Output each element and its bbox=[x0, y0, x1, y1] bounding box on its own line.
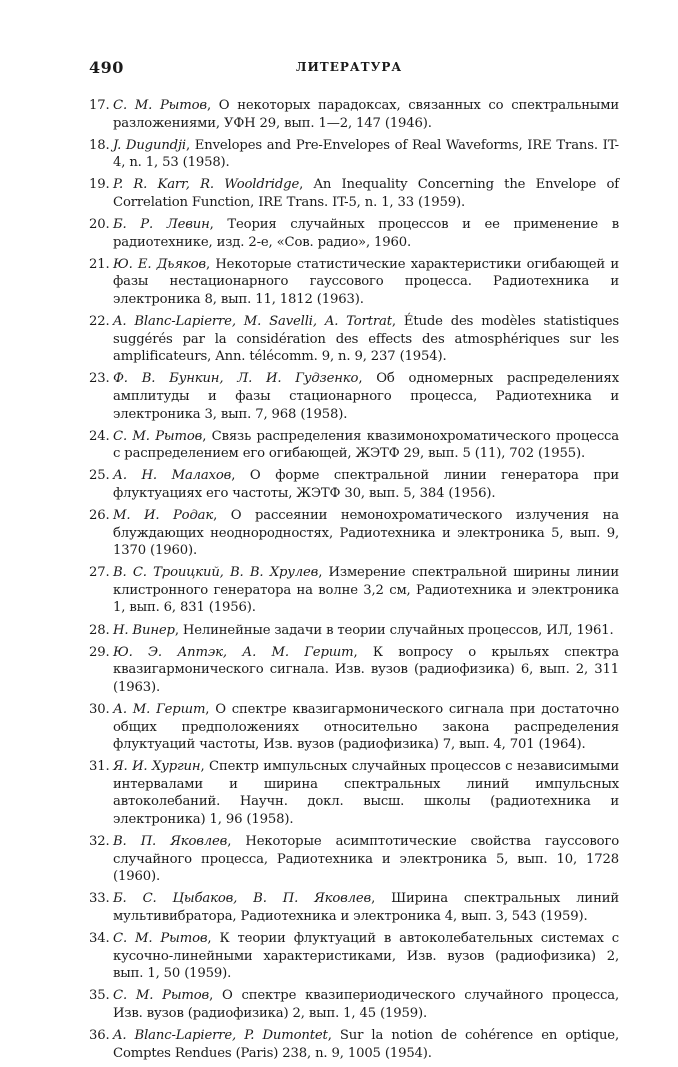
reference-number: 34. bbox=[89, 931, 110, 947]
reference-authors: В. С. Троицкий, В. В. Хрулев bbox=[113, 565, 319, 581]
reference-item: 19. P. R. Karr, R. Wooldridge, An Inequality Concerning the Envelope of Correlation Function, IRE Trans. IT-5, n. 1, 33 (1959). bbox=[89, 177, 620, 210]
reference-text: Измерение спектральной ширины линии клистронного генератора на волне 3,2 см, Радиотехника и электроника 1, вып. 6, 831 (1956). bbox=[113, 565, 619, 616]
reference-text: К теории флуктуаций в автоколебательных системах с кусочно-линейными характеристиками, Изв. вузов (радиофизика) 2, вып. 1, 50 (1959). bbox=[113, 931, 619, 982]
reference-number: 18. bbox=[89, 137, 110, 153]
reference-authors: С. М. Рытов bbox=[113, 98, 207, 113]
reference-authors: A. Blanc-Lapierre, P. Dumontet bbox=[113, 1028, 328, 1043]
reference-number: 36. bbox=[89, 1028, 110, 1043]
reference-authors: Б. С. Цыбаков, В. П. Яковлев bbox=[113, 891, 372, 907]
reference-number: 35. bbox=[89, 988, 110, 1004]
reference-authors: A. Blanc-Lapierre, M. Savelli, A. Tortrat bbox=[113, 314, 392, 330]
reference-item: 26. М. И. Родак, О рассеянии немонохроматического излучения на блуждающих неоднородностях, Радиотехника и электроника 5, вып. 9, 1370 (1960). bbox=[89, 507, 620, 559]
reference-text: Étude des modèles statistiques suggérés par la considération des effects des atmosphériques sur les amplificateurs, Ann. télécomm. 9, n. 9, 237 (1954). bbox=[113, 314, 619, 365]
reference-authors: Б. Р. Левин bbox=[113, 217, 210, 233]
reference-number: 25. bbox=[89, 468, 110, 484]
reference-text: Envelopes and Pre-Envelopes of Real Waveforms, IRE Trans. IT-4, n. 1, 53 (1958). bbox=[113, 137, 619, 171]
reference-text: An Inequality Concerning the Envelope of Correlation Function, IRE Trans. IT-5, n. 1, 33 (1959). bbox=[113, 177, 620, 210]
reference-authors: М. И. Родак bbox=[113, 507, 214, 523]
reference-number: 28. bbox=[89, 622, 110, 638]
reference-text: Спектр импульсных случайных процессов с независимыми интервалами и ширина спектральных линий импульсных автоколебаний. Научн. докл. высш. школы (радиотехника и электроника) 1, 96 (1958). bbox=[113, 759, 619, 827]
reference-item: 28. Н. Винер, Нелинейные задачи в теории случайных процессов, ИЛ, 1961. bbox=[89, 622, 614, 638]
reference-number: 31. bbox=[89, 759, 110, 775]
reference-text: К вопросу о крыльях спектра квазигармонического сигнала. Изв. вузов (радиофизика) 6, вып. 2, 311 (1963). bbox=[113, 644, 619, 695]
reference-item: 22. A. Blanc-Lapierre, M. Savelli, A. Tortrat, Étude des modèles statistiques suggérés par la considération des effects des atmosphériques sur les amplificateurs, Ann. télécomm. 9, n. 9, 237 (1954). bbox=[89, 314, 619, 365]
reference-list bbox=[89, 97, 619, 1067]
reference-item: 20. Б. Р. Левин, Теория случайных процессов и ее применение в радиотехнике, изд. 2-е, «Сов. радио», 1960. bbox=[89, 217, 619, 250]
reference-item: 24. С. М. Рытов, Связь распределения квазимонохроматического процесса с распределением его огибающей, ЖЭТФ 29, вып. 5 (11), 702 (1955). bbox=[89, 428, 619, 462]
reference-item: 27. В. С. Троицкий, В. В. Хрулев, Измерение спектральной ширины линии клистронного генератора на волне 3,2 см, Радиотехника и электроника 1, вып. 6, 831 (1956). bbox=[89, 565, 619, 616]
reference-text: Некоторые статистические характеристики огибающей и фазы нестационарного гауссового процесса. Радиотехника и электроника 8, вып. 11, 1812 (1963). bbox=[113, 256, 619, 307]
reference-text: Sur la notion de cohérence en optique, Comptes Rendues (Paris) 238, n. 9, 1005 (1954). bbox=[113, 1028, 619, 1061]
reference-number: 21. bbox=[89, 256, 110, 272]
reference-authors: Ю. Э. Аптэк, А. М. Гершт bbox=[113, 644, 354, 660]
reference-number: 20. bbox=[89, 217, 110, 233]
reference-item: 34. С. М. Рытов, К теории флуктуаций в автоколебательных системах с кусочно-линейными характеристиками, Изв. вузов (радиофизика) 2, вып. 1, 50 (1959). bbox=[89, 931, 619, 982]
reference-number: 23. bbox=[89, 371, 110, 387]
reference-text: Связь распределения квазимонохроматического процесса с распределением его огибающей, ЖЭТФ 29, вып. 5 (11), 702 (1955). bbox=[113, 428, 619, 462]
reference-authors: А. М. Гершт bbox=[113, 701, 206, 717]
reference-authors: P. R. Karr, R. Wooldridge bbox=[113, 177, 300, 193]
reference-text: О форме спектральной линии генератора при флуктуациях его частоты, ЖЭТФ 30, вып. 5, 384 (1956). bbox=[113, 468, 619, 501]
reference-item: 36. A. Blanc-Lapierre, P. Dumontet, Sur la notion de cohérence en optique, Comptes Rendues (Paris) 238, n. 9, 1005 (1954). bbox=[89, 1028, 619, 1061]
reference-item: 23. Ф. В. Бункин, Л. И. Гудзенко, Об одномерных распределениях амплитуды и фазы стационарного процесса, Радиотехника и электроника 3, вып. 7, 968 (1958). bbox=[89, 371, 619, 422]
reference-authors: Ф. В. Бункин, Л. И. Гудзенко bbox=[113, 371, 359, 387]
reference-number: 27. bbox=[89, 565, 110, 581]
reference-authors: С. М. Рытов bbox=[113, 988, 210, 1004]
reference-item: 17. С. М. Рытов, О некоторых парадоксах, связанных со спектральными разложениями, УФН 29, вып. 1—2, 147 (1946). bbox=[89, 98, 619, 131]
reference-authors: С. М. Рытов bbox=[113, 931, 208, 947]
page-header bbox=[89, 58, 609, 82]
reference-item: 35. С. М. Рытов, О спектре квазипериодического случайного процесса, Изв. вузов (радиофизика) 2, вып. 1, 45 (1959). bbox=[89, 988, 619, 1021]
reference-item: 29. Ю. Э. Аптэк, А. М. Гершт, К вопросу о крыльях спектра квазигармонического сигнала. Изв. вузов (радиофизика) 6, вып. 2, 311 (1963). bbox=[89, 644, 619, 695]
reference-authors: Ю. Е. Дьяков bbox=[113, 256, 206, 272]
reference-authors: Н. Винер bbox=[113, 622, 175, 638]
reference-item: 32. В. П. Яковлев, Некоторые асимптотические свойства гауссового случайного процесса, Радиотехника и электроника 5, вып. 10, 1728 (1960). bbox=[89, 834, 619, 885]
reference-text: О спектре квазигармонического сигнала при достаточно общих предположениях относительно закона распределения флуктуаций частоты, Изв. вузов (радиофизика) 7, вып. 4, 701 (1964). bbox=[113, 701, 619, 753]
reference-authors: В. П. Яковлев bbox=[113, 834, 228, 850]
reference-number: 32. bbox=[89, 834, 110, 850]
running-title: ЛИТЕРАТУРА bbox=[295, 60, 403, 74]
reference-item: 21. Ю. Е. Дьяков, Некоторые статистические характеристики огибающей и фазы нестационарного гауссового процесса. Радиотехника и электроника 8, вып. 11, 1812 (1963). bbox=[89, 256, 619, 307]
reference-item: 31. Я. И. Хургин, Спектр импульсных случайных процессов с независимыми интервалами и ширина спектральных линий импульсных автоколебаний. Научн. докл. высш. школы (радиотехника и электроника) 1, 96 (1958). bbox=[89, 759, 619, 827]
reference-number: 29. bbox=[89, 644, 110, 660]
reference-authors: J. Dugundji bbox=[113, 137, 186, 153]
reference-item: 25. А. Н. Малахов, О форме спектральной линии генератора при флуктуациях его частоты, ЖЭТФ 30, вып. 5, 384 (1956). bbox=[89, 468, 619, 501]
reference-number: 24. bbox=[89, 428, 110, 444]
page-number: 490 bbox=[89, 58, 124, 77]
reference-text: Нелинейные задачи в теории случайных процессов, ИЛ, 1961. bbox=[182, 622, 614, 638]
reference-number: 22. bbox=[89, 314, 110, 330]
reference-number: 19. bbox=[89, 177, 110, 193]
reference-text: О рассеянии немонохроматического излучения на блуждающих неоднородностях, Радиотехника и электроника 5, вып. 9, 1370 (1960). bbox=[113, 507, 620, 559]
reference-number: 17. bbox=[89, 98, 110, 113]
reference-text: О спектре квазипериодического случайного процесса, Изв. вузов (радиофизика) 2, вып. 1, 45 (1959). bbox=[113, 988, 619, 1021]
reference-text: Некоторые асимптотические свойства гауссового случайного процесса, Радиотехника и электроника 5, вып. 10, 1728 (1960). bbox=[113, 834, 619, 885]
reference-item: 18. J. Dugundji, Envelopes and Pre-Envelopes of Real Waveforms, IRE Trans. IT-4, n. 1, 53 (1958). bbox=[89, 137, 619, 171]
reference-authors: А. Н. Малахов bbox=[113, 468, 232, 484]
reference-number: 33. bbox=[89, 891, 110, 907]
reference-authors: С. М. Рытов bbox=[113, 428, 203, 444]
reference-item: 30. А. М. Гершт, О спектре квазигармонического сигнала при достаточно общих предположениях относительно закона распределения флуктуаций частоты, Изв. вузов (радиофизика) 7, вып. 4, 701 (1964). bbox=[89, 701, 619, 753]
reference-text: Теория случайных процессов и ее применение в радиотехнике, изд. 2-е, «Сов. радио», 1960. bbox=[113, 217, 619, 250]
reference-text: Об одномерных распределениях амплитуды и фазы стационарного процесса, Радиотехника и электроника 3, вып. 7, 968 (1958). bbox=[113, 371, 619, 422]
reference-text: Ширина спектральных линий мультивибратора, Радиотехника и электроника 4, вып. 3, 543 (1959). bbox=[113, 891, 619, 924]
reference-authors: Я. И. Хургин bbox=[113, 759, 201, 775]
reference-number: 30. bbox=[89, 701, 110, 717]
reference-text: О некоторых парадоксах, связанных со спектральными разложениями, УФН 29, вып. 1—2, 147 (1946). bbox=[113, 98, 619, 131]
reference-item: 33. Б. С. Цыбаков, В. П. Яковлев, Ширина спектральных линий мультивибратора, Радиотехника и электроника 4, вып. 3, 543 (1959). bbox=[89, 891, 619, 924]
reference-number: 26. bbox=[89, 507, 110, 523]
